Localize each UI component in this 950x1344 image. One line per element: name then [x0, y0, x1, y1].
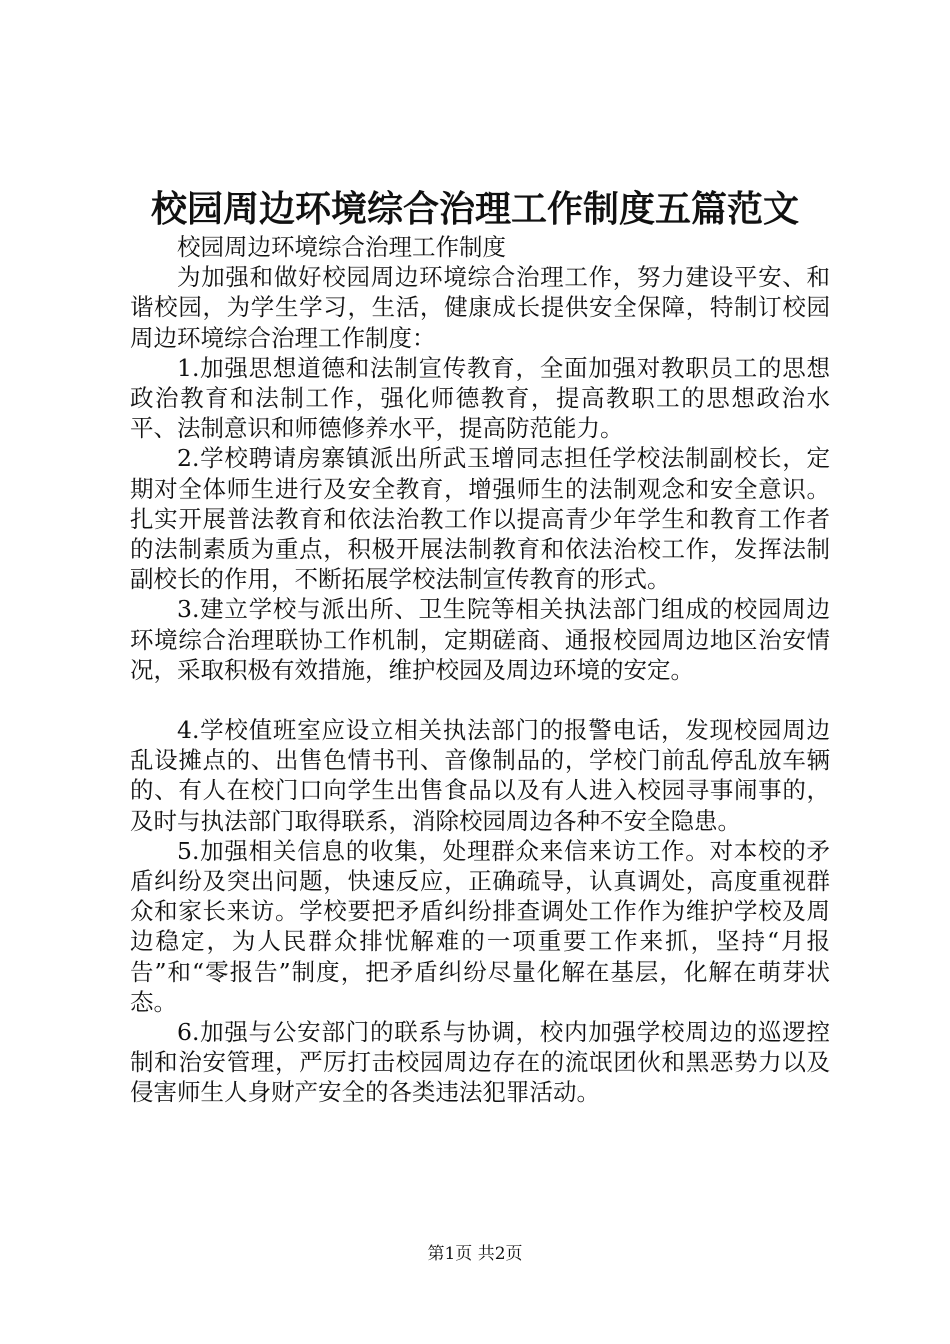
paragraph-item-2: 2.学校聘请房寨镇派出所武玉增同志担任学校法制副校长，定期对全体师生进行及安全教育，增强师生的法制观念和安全意识。扎实开展普法教育和依法治教工作以提高青少年学生和教育工作者的法制素质为重点，积极开展法制教育和依法治校工作，发挥法制副校长的作用，不断拓展学校法制宣传教育的形式。	[130, 444, 830, 594]
page-number-footer: 第1页 共2页	[427, 1244, 523, 1264]
paragraph-item-6: 6.加强与公安部门的联系与协调，校内加强学校周边的巡逻控制和治安管理，严厉打击校园周边存在的流氓团伙和黑恶势力以及侵害师生人身财产安全的各类违法犯罪活动。	[130, 1018, 830, 1107]
paragraph-item-5: 5.加强相关信息的收集，处理群众来信来访工作。对本校的矛盾纠纷及突出问题，快速反应，正确疏导，认真调处，高度重视群众和家长来访。学校要把矛盾纠纷排查调处工作作为维护学校及周边稳定，为人民群众排忧解难的一项重要工作来抓，坚持“月报告”和“零报告”制度，把矛盾纠纷尽量化解在基层，化解在萌芽状态。	[130, 836, 830, 1016]
document-body	[130, 232, 830, 1108]
paragraph-item-3: 3.建立学校与派出所、卫生院等相关执法部门组成的校园周边环境综合治理联协工作机制，定期磋商、通报校园周边地区治安情况，采取积极有效措施，维护校园及周边环境的安定。	[130, 595, 830, 684]
section-heading: 校园周边环境综合治理工作制度	[177, 233, 506, 261]
document-title: 校园周边环境综合治理工作制度五篇范文	[150, 188, 799, 230]
paragraph-item-1: 1.加强思想道德和法制宣传教育，全面加强对教职员工的思想政治教育和法制工作，强化师德教育，提高教职工的思想政治水平、法制意识和师德修养水平，提高防范能力。	[130, 353, 830, 443]
intro-paragraph: 为加强和做好校园周边环境综合治理工作，努力建设平安、和谐校园，为学生学习，生活，健康成长提供安全保障，特制订校园周边环境综合治理工作制度：	[130, 263, 830, 352]
paragraph-gap	[130, 685, 830, 715]
paragraph-item-4: 4.学校值班室应设立相关执法部门的报警电话，发现校园周边乱设摊点的、出售色情书刊、音像制品的，学校门前乱停乱放车辆的、有人在校门口向学生出售食品以及有人进入校园寻事闹事的，及时与执法部门取得联系，消除校园周边各种不安全隐患。	[130, 716, 830, 835]
